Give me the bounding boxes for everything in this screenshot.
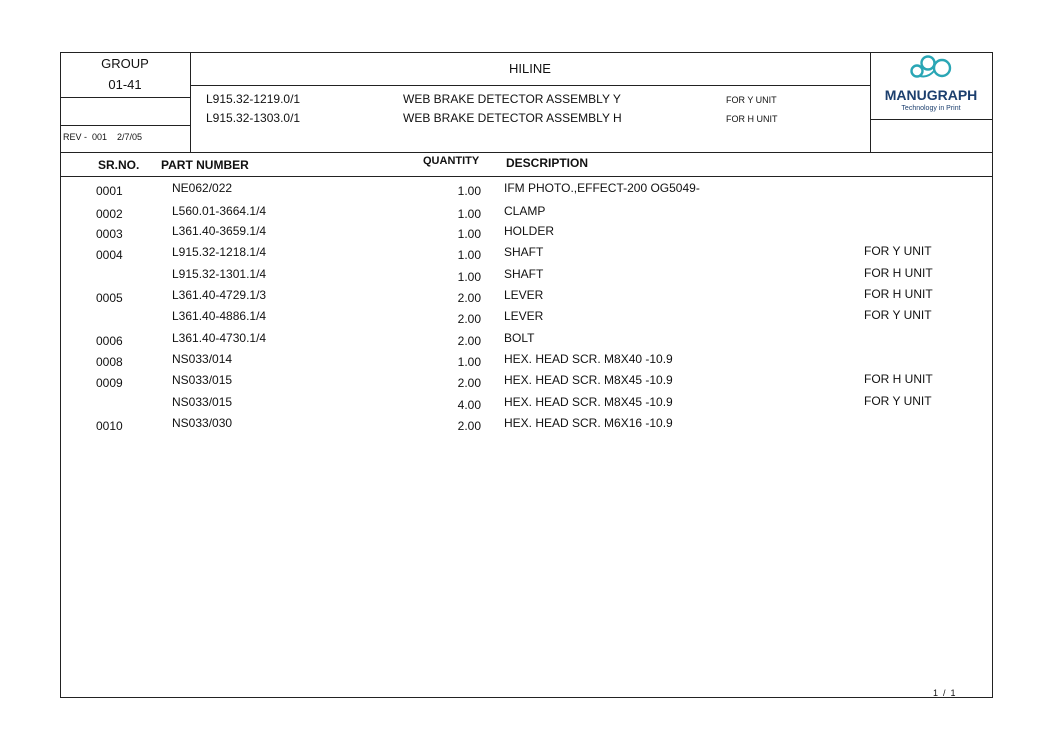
row-description: IFM PHOTO.,EFFECT-200 OG5049- <box>504 181 700 195</box>
assembly-unit-2: FOR H UNIT <box>726 114 778 124</box>
header-divider-top <box>190 85 870 86</box>
row-part-number: L361.40-4729.1/3 <box>172 288 267 302</box>
row-quantity: 1.00 <box>457 184 481 198</box>
group-label: GROUP <box>101 56 149 71</box>
row-part-number: L361.40-3659.1/4 <box>172 224 267 238</box>
col-header-srno: SR.NO. <box>98 158 140 172</box>
logo-tagline: Technology in Print <box>901 105 961 112</box>
col-header-part: PART NUMBER <box>161 158 249 172</box>
row-part-number: L915.32-1218.1/4 <box>172 245 267 259</box>
group-divider <box>60 97 190 98</box>
group-code: 01-41 <box>108 77 142 92</box>
header-bottom-divider <box>60 152 993 153</box>
row-quantity: 2.00 <box>457 376 481 390</box>
row-unit-note: FOR Y UNIT <box>864 394 932 408</box>
row-quantity: 4.00 <box>457 398 481 412</box>
page-number: 1 / 1 <box>933 688 956 698</box>
row-srno: 0006 <box>96 334 123 348</box>
row-unit-note: FOR H UNIT <box>864 372 933 386</box>
row-unit-note: FOR Y UNIT <box>864 244 932 258</box>
row-part-number: L361.40-4730.1/4 <box>172 331 267 345</box>
row-srno: 0004 <box>96 248 123 262</box>
row-part-number: NS033/030 <box>172 416 233 430</box>
row-part-number: L361.40-4886.1/4 <box>172 309 267 323</box>
row-description: LEVER <box>504 288 544 302</box>
row-quantity: 2.00 <box>457 312 481 326</box>
col-header-qty: QUANTITY <box>423 155 480 167</box>
row-srno: 0001 <box>96 184 123 198</box>
row-description: HEX. HEAD SCR. M8X45 -10.9 <box>504 373 673 387</box>
row-srno: 0002 <box>96 207 123 221</box>
assembly-desc-2: WEB BRAKE DETECTOR ASSEMBLY H <box>403 111 622 125</box>
row-description: HEX. HEAD SCR. M8X45 -10.9 <box>504 395 673 409</box>
col-header-desc: DESCRIPTION <box>506 156 589 170</box>
rev-divider <box>60 125 190 126</box>
row-part-number: L915.32-1301.1/4 <box>172 267 267 281</box>
row-quantity: 2.00 <box>457 291 481 305</box>
row-description: SHAFT <box>504 267 544 281</box>
row-part-number: NE062/022 <box>172 181 233 195</box>
row-quantity: 2.00 <box>457 334 481 348</box>
row-description: SHAFT <box>504 245 544 259</box>
row-part-number: NS033/015 <box>172 373 233 387</box>
row-unit-note: FOR H UNIT <box>864 266 933 280</box>
assembly-part-2: L915.32-1303.0/1 <box>206 111 301 125</box>
assembly-part-1: L915.32-1219.0/1 <box>206 92 301 106</box>
row-quantity: 1.00 <box>457 270 481 284</box>
logo-wordmark: MANUGRAPH <box>884 87 978 103</box>
revision-info: REV - 001 2/7/05 <box>63 132 143 142</box>
row-unit-note: FOR H UNIT <box>864 287 933 301</box>
row-quantity: 1.00 <box>457 355 481 369</box>
column-header-divider <box>60 176 993 177</box>
machine-title: HILINE <box>509 61 551 76</box>
logo-divider <box>870 119 993 120</box>
row-srno: 0010 <box>96 419 123 433</box>
row-srno: 0003 <box>96 227 123 241</box>
row-description: HEX. HEAD SCR. M8X40 -10.9 <box>504 352 673 366</box>
row-description: HOLDER <box>504 224 555 238</box>
row-part-number: L560.01-3664.1/4 <box>172 204 267 218</box>
row-srno: 0008 <box>96 355 123 369</box>
logo-col-divider <box>870 52 871 152</box>
assembly-unit-1: FOR Y UNIT <box>726 95 777 105</box>
row-srno: 0009 <box>96 376 123 390</box>
row-quantity: 1.00 <box>457 248 481 262</box>
row-quantity: 2.00 <box>457 419 481 433</box>
row-description: CLAMP <box>504 204 546 218</box>
row-part-number: NS033/014 <box>172 352 233 366</box>
row-srno: 0005 <box>96 291 123 305</box>
row-description: HEX. HEAD SCR. M6X16 -10.9 <box>504 416 673 430</box>
assembly-desc-1: WEB BRAKE DETECTOR ASSEMBLY Y <box>403 92 621 106</box>
row-quantity: 1.00 <box>457 227 481 241</box>
row-unit-note: FOR Y UNIT <box>864 308 932 322</box>
manugraph-logo <box>872 54 990 118</box>
row-part-number: NS033/015 <box>172 395 233 409</box>
row-quantity: 1.00 <box>457 207 481 221</box>
row-description: BOLT <box>504 331 535 345</box>
row-description: LEVER <box>504 309 544 323</box>
